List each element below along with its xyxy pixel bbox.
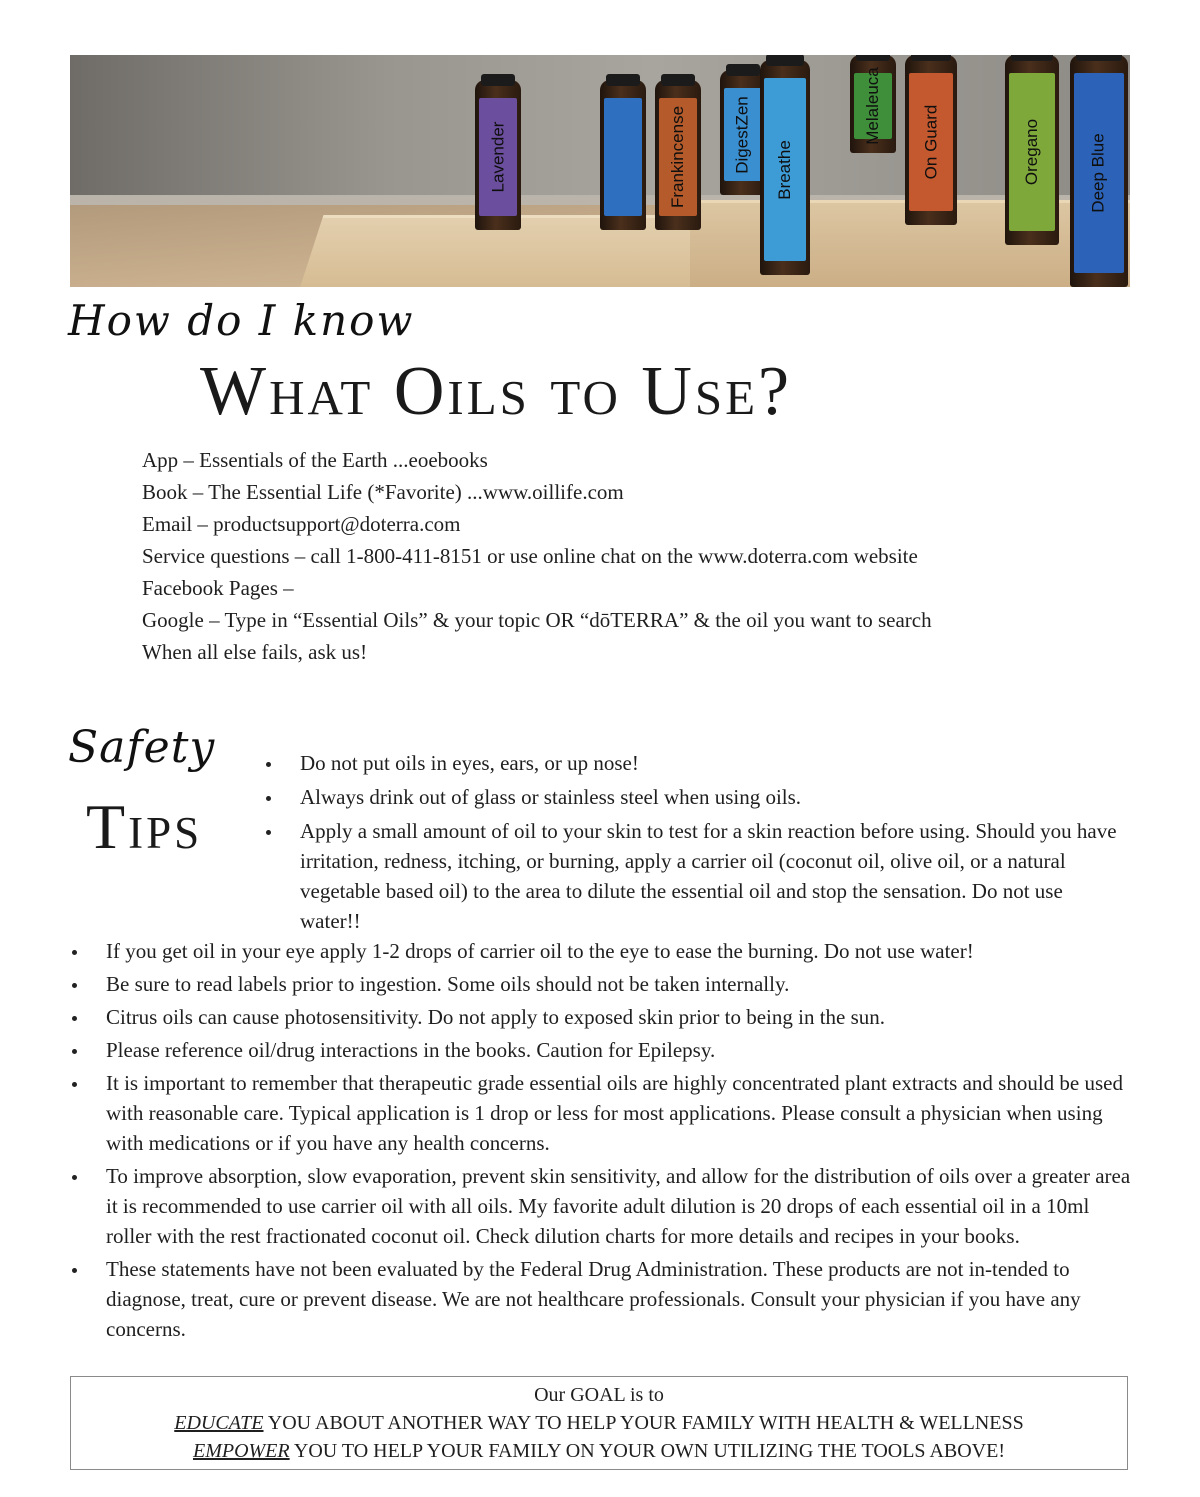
tip-item: Citrus oils can cause photosensitivity. Do not apply to exposed skin prior to being in the sun. bbox=[106, 1002, 1136, 1032]
bullet-icon bbox=[72, 950, 77, 955]
bottle-label: Deep Blue bbox=[1074, 73, 1124, 273]
tip-item: Please reference oil/drug interactions in the books. Caution for Epilepsy. bbox=[106, 1035, 1136, 1065]
resource-item: Service questions – call 1-800-411-8151 or use online chat on the www.doterra.com website bbox=[142, 544, 918, 568]
resources-list bbox=[142, 444, 1042, 668]
oil-bottle bbox=[475, 80, 521, 230]
bottle-label: Breathe bbox=[764, 78, 806, 261]
safety-tips-top bbox=[300, 748, 1120, 940]
resource-item: Facebook Pages – bbox=[142, 576, 294, 600]
oil-bottle bbox=[905, 55, 957, 225]
oil-bottle bbox=[1070, 55, 1128, 287]
tip-item: It is important to remember that therapeutic grade essential oils are highly concentrated plant extracts and should be used with reasonable care. Typical application is 1 drop or less for most applications. Please consult a physician when using with medications or if you have any health concerns. bbox=[106, 1068, 1136, 1158]
bullet-icon bbox=[72, 1268, 77, 1273]
goal-line-empower-text: YOU TO HELP YOUR FAMILY ON YOUR OWN UTILIZING THE TOOLS ABOVE! bbox=[289, 1440, 1005, 1462]
bullet-icon bbox=[266, 796, 271, 801]
tip-item: Always drink out of glass or stainless steel when using oils. bbox=[300, 782, 1120, 812]
bullet-icon bbox=[266, 830, 271, 835]
goal-line-empower bbox=[71, 1437, 1127, 1465]
goal-intro: Our GOAL is to bbox=[534, 1384, 664, 1406]
bottle-label bbox=[604, 98, 642, 216]
oil-bottle bbox=[850, 55, 896, 153]
tip-item: To improve absorption, slow evaporation, prevent skin sensitivity, and allow for the distribution of oils over a greater area it is recommended to use carrier oil with all oils. My favorite adult dilution is 20 drops of each essential oil in a 10ml roller with the rest fractionated coconut oil. Check dilution charts for more details and recipes in your books. bbox=[106, 1161, 1136, 1251]
subtitle-how-do-i-know: How do I know bbox=[68, 296, 415, 345]
oil-bottle bbox=[600, 80, 646, 230]
bottle-label: Frankincense bbox=[659, 98, 697, 216]
bullet-icon bbox=[266, 762, 271, 767]
oil-bottle bbox=[1005, 55, 1059, 245]
bullet-icon bbox=[72, 1175, 77, 1180]
oil-bottle bbox=[655, 80, 701, 230]
bullet-icon bbox=[72, 983, 77, 988]
tip-item: Be sure to read labels prior to ingestion. Some oils should not be taken internally. bbox=[106, 969, 1136, 999]
resource-item: App – Essentials of the Earth ...eoebooks bbox=[142, 448, 488, 472]
tip-item: If you get oil in your eye apply 1-2 drops of carrier oil to the eye to ease the burning. Do not use water! bbox=[106, 936, 1136, 966]
tip-item: Do not put oils in eyes, ears, or up nose! bbox=[300, 748, 1120, 778]
resource-item: When all else fails, ask us! bbox=[142, 640, 368, 664]
tip-item: Apply a small amount of oil to your skin to test for a skin reaction before using. Should you have irritation, redness, itching, or burning, apply a carrier oil (coconut oil, olive oil, or a natural vegetable based oil) to the area to dilute the essential oil and stop the sensation. Do not use water!! bbox=[300, 816, 1120, 936]
goal-keyword-educate: EDUCATE bbox=[174, 1412, 264, 1434]
bullet-icon bbox=[72, 1016, 77, 1021]
goal-line-educate bbox=[71, 1409, 1127, 1437]
resource-item: Google – Type in “Essential Oils” & your topic OR “dōTERRA” & the oil you want to search bbox=[142, 608, 932, 632]
oil-bottle bbox=[760, 60, 810, 275]
resource-item: Email – productsupport@doterra.com bbox=[142, 512, 461, 536]
safety-tips-bottom bbox=[106, 936, 1136, 1347]
bottle-label: Oregano bbox=[1009, 73, 1055, 231]
bottle-label: DigestZen bbox=[724, 88, 762, 181]
bullet-icon bbox=[72, 1049, 77, 1054]
goal-line-educate-text: YOU ABOUT ANOTHER WAY TO HELP YOUR FAMILY WITH HEALTH & WELLNESS bbox=[263, 1412, 1024, 1434]
bottle-label: Melaleuca bbox=[854, 73, 892, 139]
bullet-icon bbox=[72, 1082, 77, 1087]
goal-keyword-empower: EMPOWER bbox=[192, 1440, 290, 1462]
tips-heading: Tips bbox=[86, 791, 203, 862]
bottle-label: On Guard bbox=[909, 73, 953, 211]
goal-box bbox=[70, 1376, 1128, 1470]
resource-item: Book – The Essential Life (*Favorite) ...www.oillife.com bbox=[142, 480, 624, 504]
page-title: What Oils to Use? bbox=[200, 353, 793, 430]
bottle-label: Lavender bbox=[479, 98, 517, 216]
safety-script-heading: Safety bbox=[68, 722, 216, 773]
tip-item: These statements have not been evaluated by the Federal Drug Administration. These products are not in-tended to diagnose, treat, cure or prevent disease. We are not healthcare professionals. Consult your physician if you have any concerns. bbox=[106, 1254, 1136, 1344]
hero-photo bbox=[70, 55, 1130, 287]
